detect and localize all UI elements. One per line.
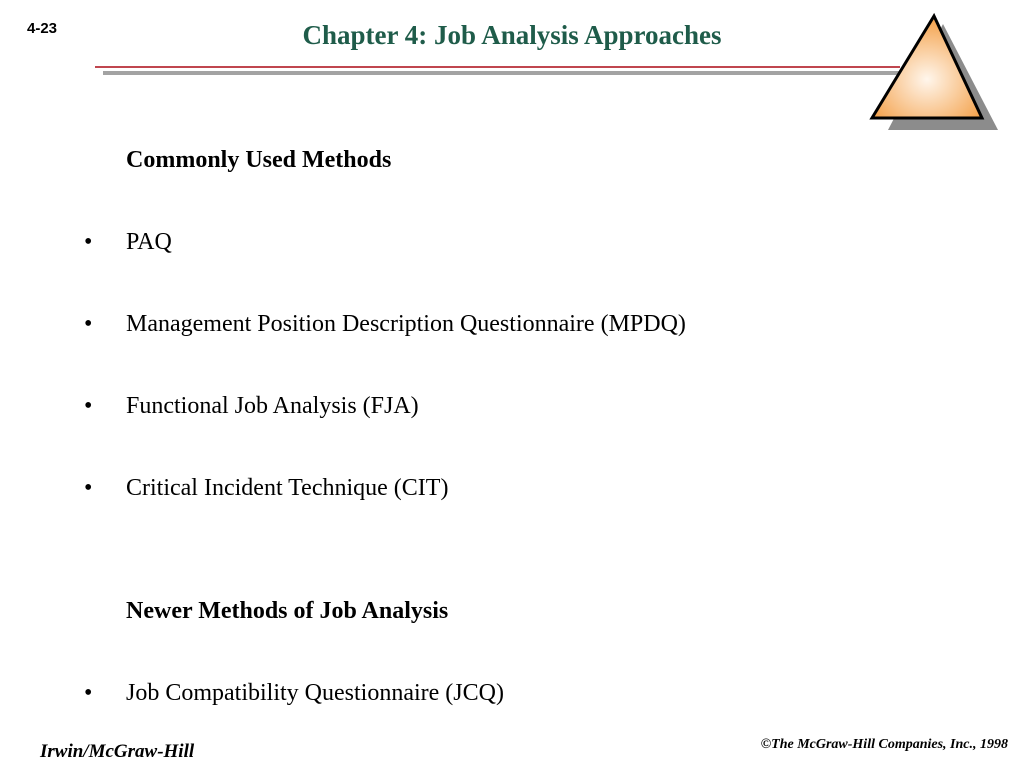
triangle-logo-icon bbox=[866, 12, 1006, 134]
list-item-text: Critical Incident Technique (CIT) bbox=[126, 475, 449, 501]
bullet-icon: • bbox=[84, 475, 93, 501]
footer-publisher: Irwin/McGraw-Hill bbox=[40, 741, 195, 762]
list-item-text: Management Position Description Questionnaire (MPDQ) bbox=[126, 311, 686, 337]
newer-methods-heading: Newer Methods of Job Analysis bbox=[126, 598, 449, 624]
list-item-text: Job Compatibility Questionnaire (JCQ) bbox=[126, 680, 504, 706]
bullet-icon: • bbox=[84, 229, 93, 255]
bullet-icon: • bbox=[84, 311, 93, 337]
footer-copyright: ©The McGraw-Hill Companies, Inc., 1998 bbox=[760, 737, 1008, 752]
bullet-icon: • bbox=[84, 393, 93, 419]
list-item-text: PAQ bbox=[126, 229, 172, 255]
title-underline bbox=[95, 66, 900, 78]
bullet-icon: • bbox=[84, 680, 93, 706]
triangle-logo-body bbox=[872, 16, 982, 118]
slide-title: Chapter 4: Job Analysis Approaches bbox=[302, 20, 722, 50]
list-item-text: Functional Job Analysis (FJA) bbox=[126, 393, 419, 419]
commonly-used-heading: Commonly Used Methods bbox=[126, 147, 392, 173]
slide-number: 4-23 bbox=[27, 20, 58, 37]
title-underline-red bbox=[95, 66, 900, 68]
title-underline-grey bbox=[103, 71, 900, 75]
